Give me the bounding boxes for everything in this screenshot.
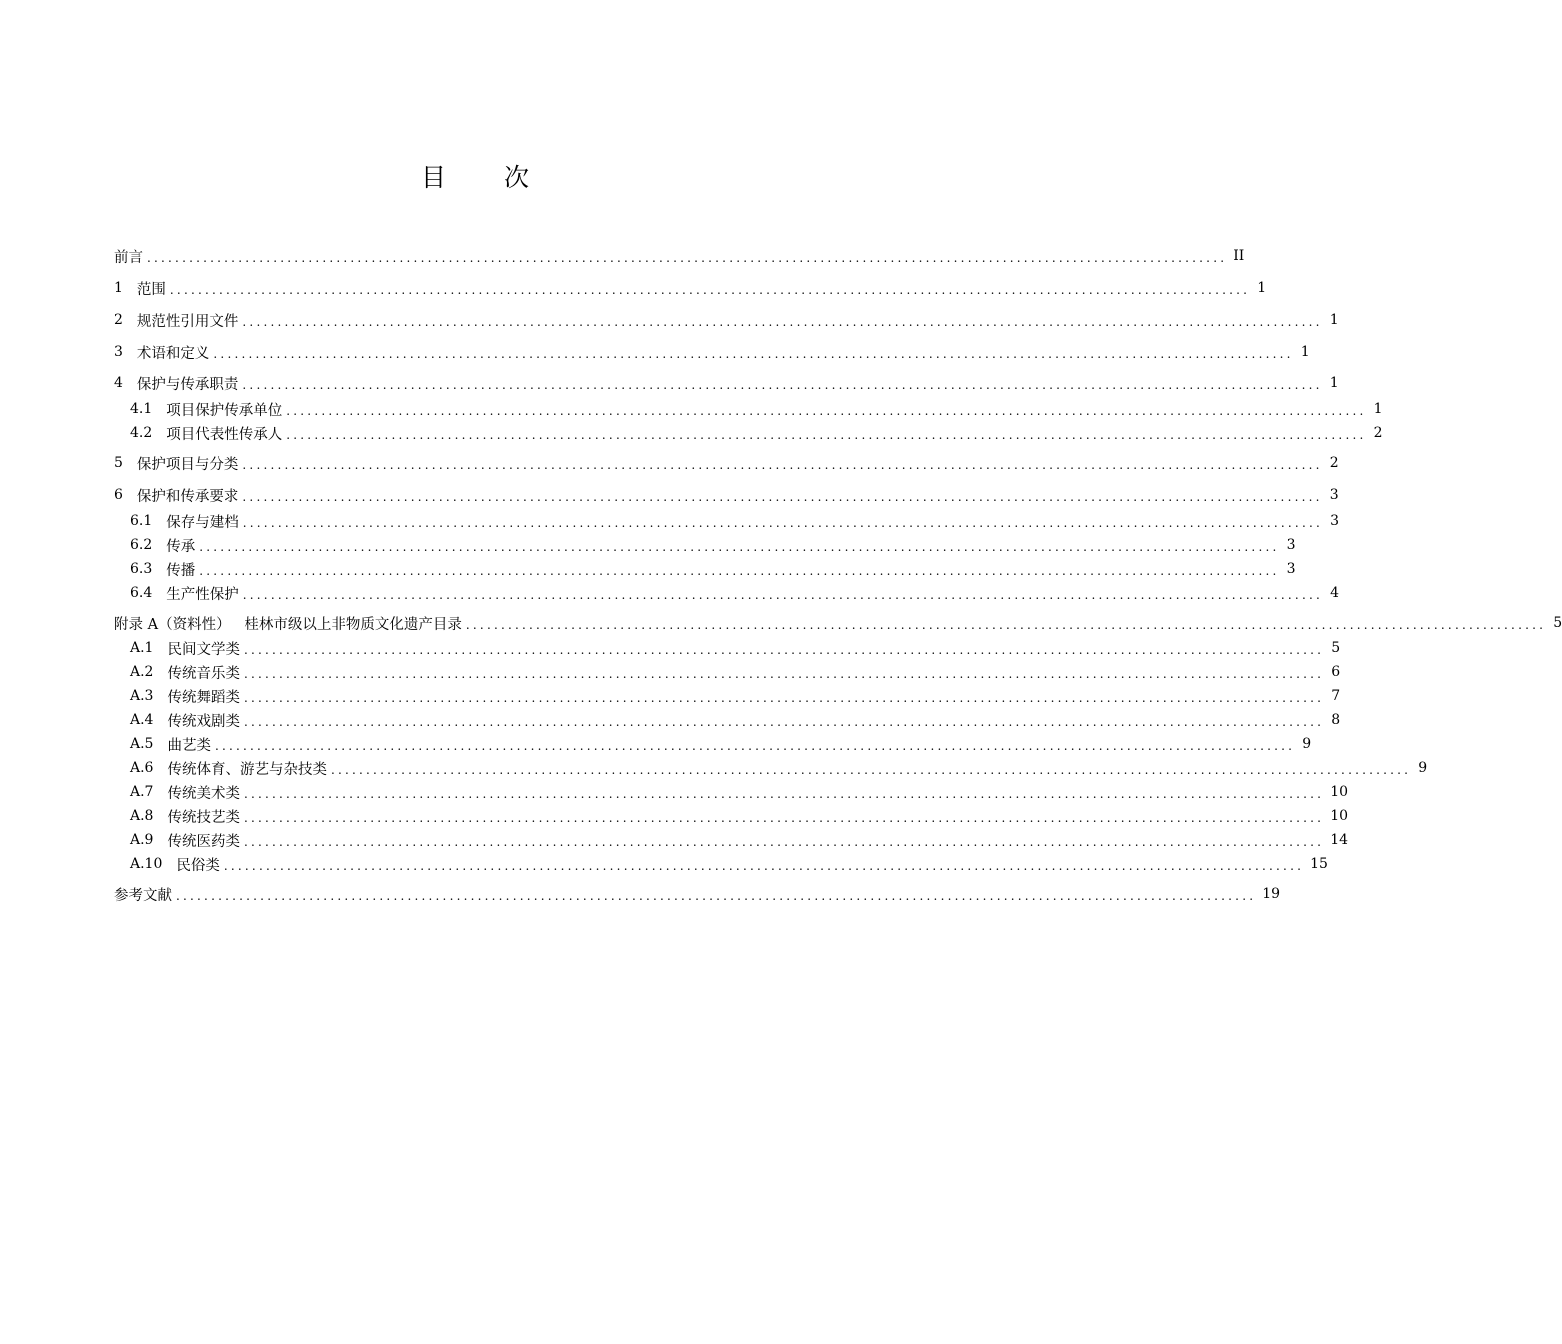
toc-page-number: 7 <box>1331 688 1341 704</box>
toc-entry-a4[interactable] <box>130 709 1341 731</box>
toc-page-number: 15 <box>1310 856 1328 872</box>
toc-leader: .......................................................................................................................................................... <box>242 588 1323 602</box>
toc-entry-a3[interactable] <box>130 685 1341 707</box>
toc-entry-foreword[interactable] <box>114 245 1245 267</box>
toc-leader: .......................................................................................................................................................... <box>286 428 1367 442</box>
toc-number: A.5 <box>130 736 154 752</box>
toc-page-number: 19 <box>1262 886 1281 902</box>
toc-number: 5 <box>114 455 123 471</box>
toc-leader: .......................................................................................................................................................... <box>242 378 1323 392</box>
toc-leader: .......................................................................................................................................................... <box>213 347 1294 361</box>
toc-leader: .......................................................................................................................................................... <box>223 859 1305 873</box>
toc-leader: .......................................................................................................................................................... <box>286 404 1367 418</box>
toc-page-number: 1 <box>1373 401 1383 417</box>
toc-label: 民俗类 <box>176 857 220 874</box>
toc-number: A.3 <box>130 688 154 704</box>
toc-leader: .......................................................................................................................................................... <box>242 516 1323 530</box>
toc-leader: .......................................................................................................................................................... <box>214 739 1296 753</box>
toc-number: A.10 <box>130 856 163 872</box>
toc-page-number: 9 <box>1418 760 1428 776</box>
toc-entry-4-2[interactable] <box>130 422 1383 444</box>
toc-page-number: II <box>1233 248 1245 264</box>
toc-leader: .......................................................................................................................................................... <box>243 667 1325 681</box>
toc-number: 1 <box>114 280 123 296</box>
toc-entry-5[interactable] <box>114 452 1339 474</box>
toc-page-number: 3 <box>1286 537 1296 553</box>
toc-page-number: 1 <box>1257 280 1267 296</box>
toc-label: 生产性保护 <box>166 586 239 603</box>
toc-page-number: 8 <box>1331 712 1341 728</box>
toc-page-number: 3 <box>1329 487 1339 503</box>
toc-page-number: 4 <box>1330 585 1339 601</box>
toc-leader: .......................................................................................................................................................... <box>242 315 1323 329</box>
toc-entry-a7[interactable] <box>130 781 1349 803</box>
toc-page-number: 6 <box>1331 664 1341 680</box>
toc-entry-6-2[interactable] <box>130 534 1296 556</box>
toc-number: 6.2 <box>130 537 153 553</box>
toc-number: 4.2 <box>130 425 153 441</box>
toc-number: A.9 <box>130 832 154 848</box>
title-char-1: 目 <box>420 163 446 192</box>
toc-leader: .......................................................................................................................................................... <box>243 643 1325 657</box>
toc-label: 传播 <box>166 562 196 579</box>
toc-number: A.6 <box>130 760 154 776</box>
toc-number: 6.1 <box>130 513 153 529</box>
toc-leader: .......................................................................................................................................................... <box>199 540 1280 554</box>
toc-entry-appendix-a[interactable] <box>114 612 1562 634</box>
toc-number: 2 <box>114 312 123 328</box>
toc-label: 传统技艺类 <box>167 809 240 826</box>
toc-label: 保护和传承要求 <box>136 488 239 505</box>
toc-label: 保护与传承职责 <box>136 376 239 393</box>
toc-leader: .......................................................................................................................................................... <box>199 564 1280 578</box>
toc-page-number: 10 <box>1330 784 1349 800</box>
toc-number: 3 <box>114 344 123 360</box>
toc-entry-a10[interactable] <box>130 853 1328 875</box>
toc-label: 保存与建档 <box>166 514 239 531</box>
toc-leader: .......................................................................................................................................................... <box>243 691 1325 705</box>
toc-number: 6.4 <box>130 585 153 601</box>
toc-entry-4[interactable] <box>114 372 1339 394</box>
toc-page-number: 3 <box>1286 561 1296 577</box>
toc-number: 6 <box>114 487 123 503</box>
toc-entry-a8[interactable] <box>130 805 1349 827</box>
toc-page-number: 2 <box>1329 455 1339 471</box>
toc-label: 前言 <box>114 249 143 266</box>
toc-entry-a1[interactable] <box>130 637 1341 659</box>
toc-entry-2[interactable] <box>114 309 1339 331</box>
toc-page-number: 10 <box>1330 808 1349 824</box>
toc-entry-1[interactable] <box>114 277 1267 299</box>
toc-number: A.7 <box>130 784 154 800</box>
toc-number: 4.1 <box>130 401 153 417</box>
toc-entry-a2[interactable] <box>130 661 1341 683</box>
toc-label: 项目代表性传承人 <box>166 426 283 443</box>
toc-leader: .......................................................................................................................................................... <box>242 490 1323 504</box>
toc-label: 项目保护传承单位 <box>166 402 283 419</box>
toc-page-number: 5 <box>1331 640 1341 656</box>
toc-label: 术语和定义 <box>136 345 210 362</box>
toc-label: 传统美术类 <box>167 785 240 802</box>
toc-label: 传统戏剧类 <box>167 713 240 730</box>
toc-label: 曲艺类 <box>167 737 211 754</box>
toc-label: 参考文献 <box>114 887 172 904</box>
toc-entry-a5[interactable] <box>130 733 1312 755</box>
toc-entry-a9[interactable] <box>130 829 1349 851</box>
toc-page-number: 5 <box>1553 615 1562 631</box>
toc-leader: .......................................................................................................................................................... <box>243 835 1325 849</box>
toc-label: 传统音乐类 <box>167 665 240 682</box>
toc-number: 6.3 <box>130 561 153 577</box>
toc-number: A.2 <box>130 664 154 680</box>
toc-leader: .......................................................................................................................................................... <box>243 715 1325 729</box>
toc-number: A.1 <box>130 640 154 656</box>
toc-leader: .......................................................................................................................................................... <box>242 458 1323 472</box>
toc-page-number: 14 <box>1330 832 1349 848</box>
toc-entry-6-3[interactable] <box>130 558 1296 580</box>
toc-entry-a6[interactable] <box>130 757 1428 779</box>
toc-leader: .......................................................................................................................................................... <box>330 763 1412 777</box>
toc-label: 传统医药类 <box>167 833 240 850</box>
toc-page-number: 3 <box>1330 513 1339 529</box>
page-title <box>0 158 950 194</box>
toc-page-number: 1 <box>1329 375 1339 391</box>
toc-page-number: 1 <box>1329 312 1339 328</box>
toc-entry-4-1[interactable] <box>130 398 1383 420</box>
toc-leader: .......................................................................................................................................................... <box>243 811 1325 825</box>
toc-number: A.8 <box>130 808 154 824</box>
toc-label: 规范性引用文件 <box>136 313 239 330</box>
toc-label: 传统体育、游艺与杂技类 <box>167 761 327 778</box>
toc-number: 4 <box>114 375 123 391</box>
toc-leader: .......................................................................................................................................................... <box>147 251 1228 265</box>
toc-page-number: 2 <box>1373 425 1383 441</box>
toc-number: A.4 <box>130 712 154 728</box>
toc-entry-6[interactable] <box>114 484 1339 506</box>
toc-leader: .......................................................................................................................................................... <box>465 618 1547 632</box>
toc-page-number: 1 <box>1300 344 1310 360</box>
toc-entry-bibliography[interactable] <box>114 883 1281 905</box>
toc-entry-3[interactable] <box>114 341 1310 363</box>
toc-entry-6-1[interactable] <box>130 510 1339 532</box>
toc-leader: .......................................................................................................................................................... <box>169 283 1251 297</box>
toc-label: 范围 <box>136 281 166 298</box>
title-char-2: 次 <box>504 163 530 192</box>
toc-label: 民间文学类 <box>167 641 240 658</box>
toc-label: 附录 A（资料性） 桂林市级以上非物质文化遗产目录 <box>114 616 462 633</box>
toc-leader: .......................................................................................................................................................... <box>243 787 1325 801</box>
toc-entry-6-4[interactable] <box>130 582 1339 604</box>
toc-leader: .......................................................................................................................................................... <box>176 889 1257 903</box>
toc-label: 保护项目与分类 <box>136 456 239 473</box>
toc-page-number: 9 <box>1302 736 1312 752</box>
toc-label: 传统舞蹈类 <box>167 689 240 706</box>
toc-label: 传承 <box>166 538 196 555</box>
